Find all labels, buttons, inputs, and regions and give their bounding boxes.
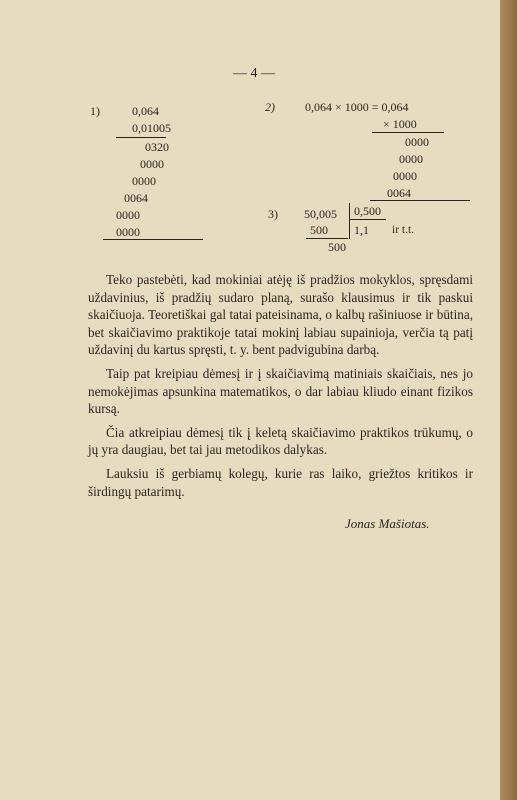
page-number: — 4 — — [233, 66, 275, 81]
paragraph: Teko pastebėti, kad mokiniai atėję iš pradžios mokyklos, spręsdami uždavinius, iš pradžių sudaro planą, surašo klausimus ir tik paskui skaičiuoja. Teoretiškai gal tatai pateisinama, o kalbų rašiniuose ir būtina, bet skaičiavimo praktikoje tatai mokinį labiau supainioja, verčia tą patį uždavinį du kartus spręsti, t. y. bent padvigubina darbą. — [88, 272, 473, 358]
ex3-subtrahend: 500 — [310, 223, 328, 237]
exercise-3-label: 3) — [268, 207, 278, 221]
ex1-line: 0000 — [132, 174, 156, 188]
ex3-divisor-rule — [350, 219, 386, 220]
ex2-line: 0,064 × 1000 = 0,064 — [305, 100, 409, 114]
ex1-line: 0000 — [116, 225, 140, 239]
ex3-quotient: 1,1 — [354, 223, 369, 237]
ex1-rule-bottom — [103, 239, 203, 240]
ex3-etc: ir t.t. — [392, 224, 415, 236]
ex2-line: 0000 — [393, 169, 417, 183]
ex2-rule-bottom — [370, 200, 470, 201]
author-signature: Jonas Mašiotas. — [345, 516, 430, 531]
ex2-line: × 1000 — [383, 117, 417, 131]
ex1-line: 0,064 — [132, 104, 159, 118]
paragraph: Čia atkreipiau dėmesį tik į keletą skaičiavimo praktikos trūkumų, o jų yra daugiau, bet tai jau metodikos dalykas. — [88, 424, 473, 458]
ex1-line: 0000 — [140, 157, 164, 171]
exercise-2-label: 2) — [265, 100, 275, 114]
ex3-dividend: 50,005 — [304, 207, 337, 221]
ex2-line: 0064 — [387, 186, 411, 200]
ex3-sub-rule — [306, 238, 348, 239]
ex3-remainder: 500 — [328, 240, 346, 254]
paragraph: Lauksiu iš gerbiamų kolegų, kurie ras laiko, griežtos kritikos ir širdingų patarimų. — [88, 465, 473, 499]
ex3-divisor: 0,500 — [354, 204, 381, 218]
book-spine-edge — [500, 0, 517, 800]
ex2-line: 0000 — [405, 135, 429, 149]
ex1-line: 0,01005 — [132, 121, 171, 135]
ex2-line: 0000 — [399, 152, 423, 166]
ex1-line: 0000 — [116, 208, 140, 222]
ex1-rule-top — [116, 137, 166, 138]
body-text — [88, 271, 473, 506]
paragraph: Taip pat kreipiau dėmesį ir į skaičiavimą matiniais skaičiais, nes jo nemokėjimas apsunkina matematikos, o dar labiau kliudo einant fizikos kursą. — [88, 365, 473, 417]
exercise-1-label: 1) — [90, 104, 100, 118]
ex1-line: 0320 — [145, 140, 169, 154]
ex1-line: 0064 — [124, 191, 148, 205]
ex3-division-bar — [349, 203, 350, 239]
ex2-rule-top — [372, 132, 444, 133]
